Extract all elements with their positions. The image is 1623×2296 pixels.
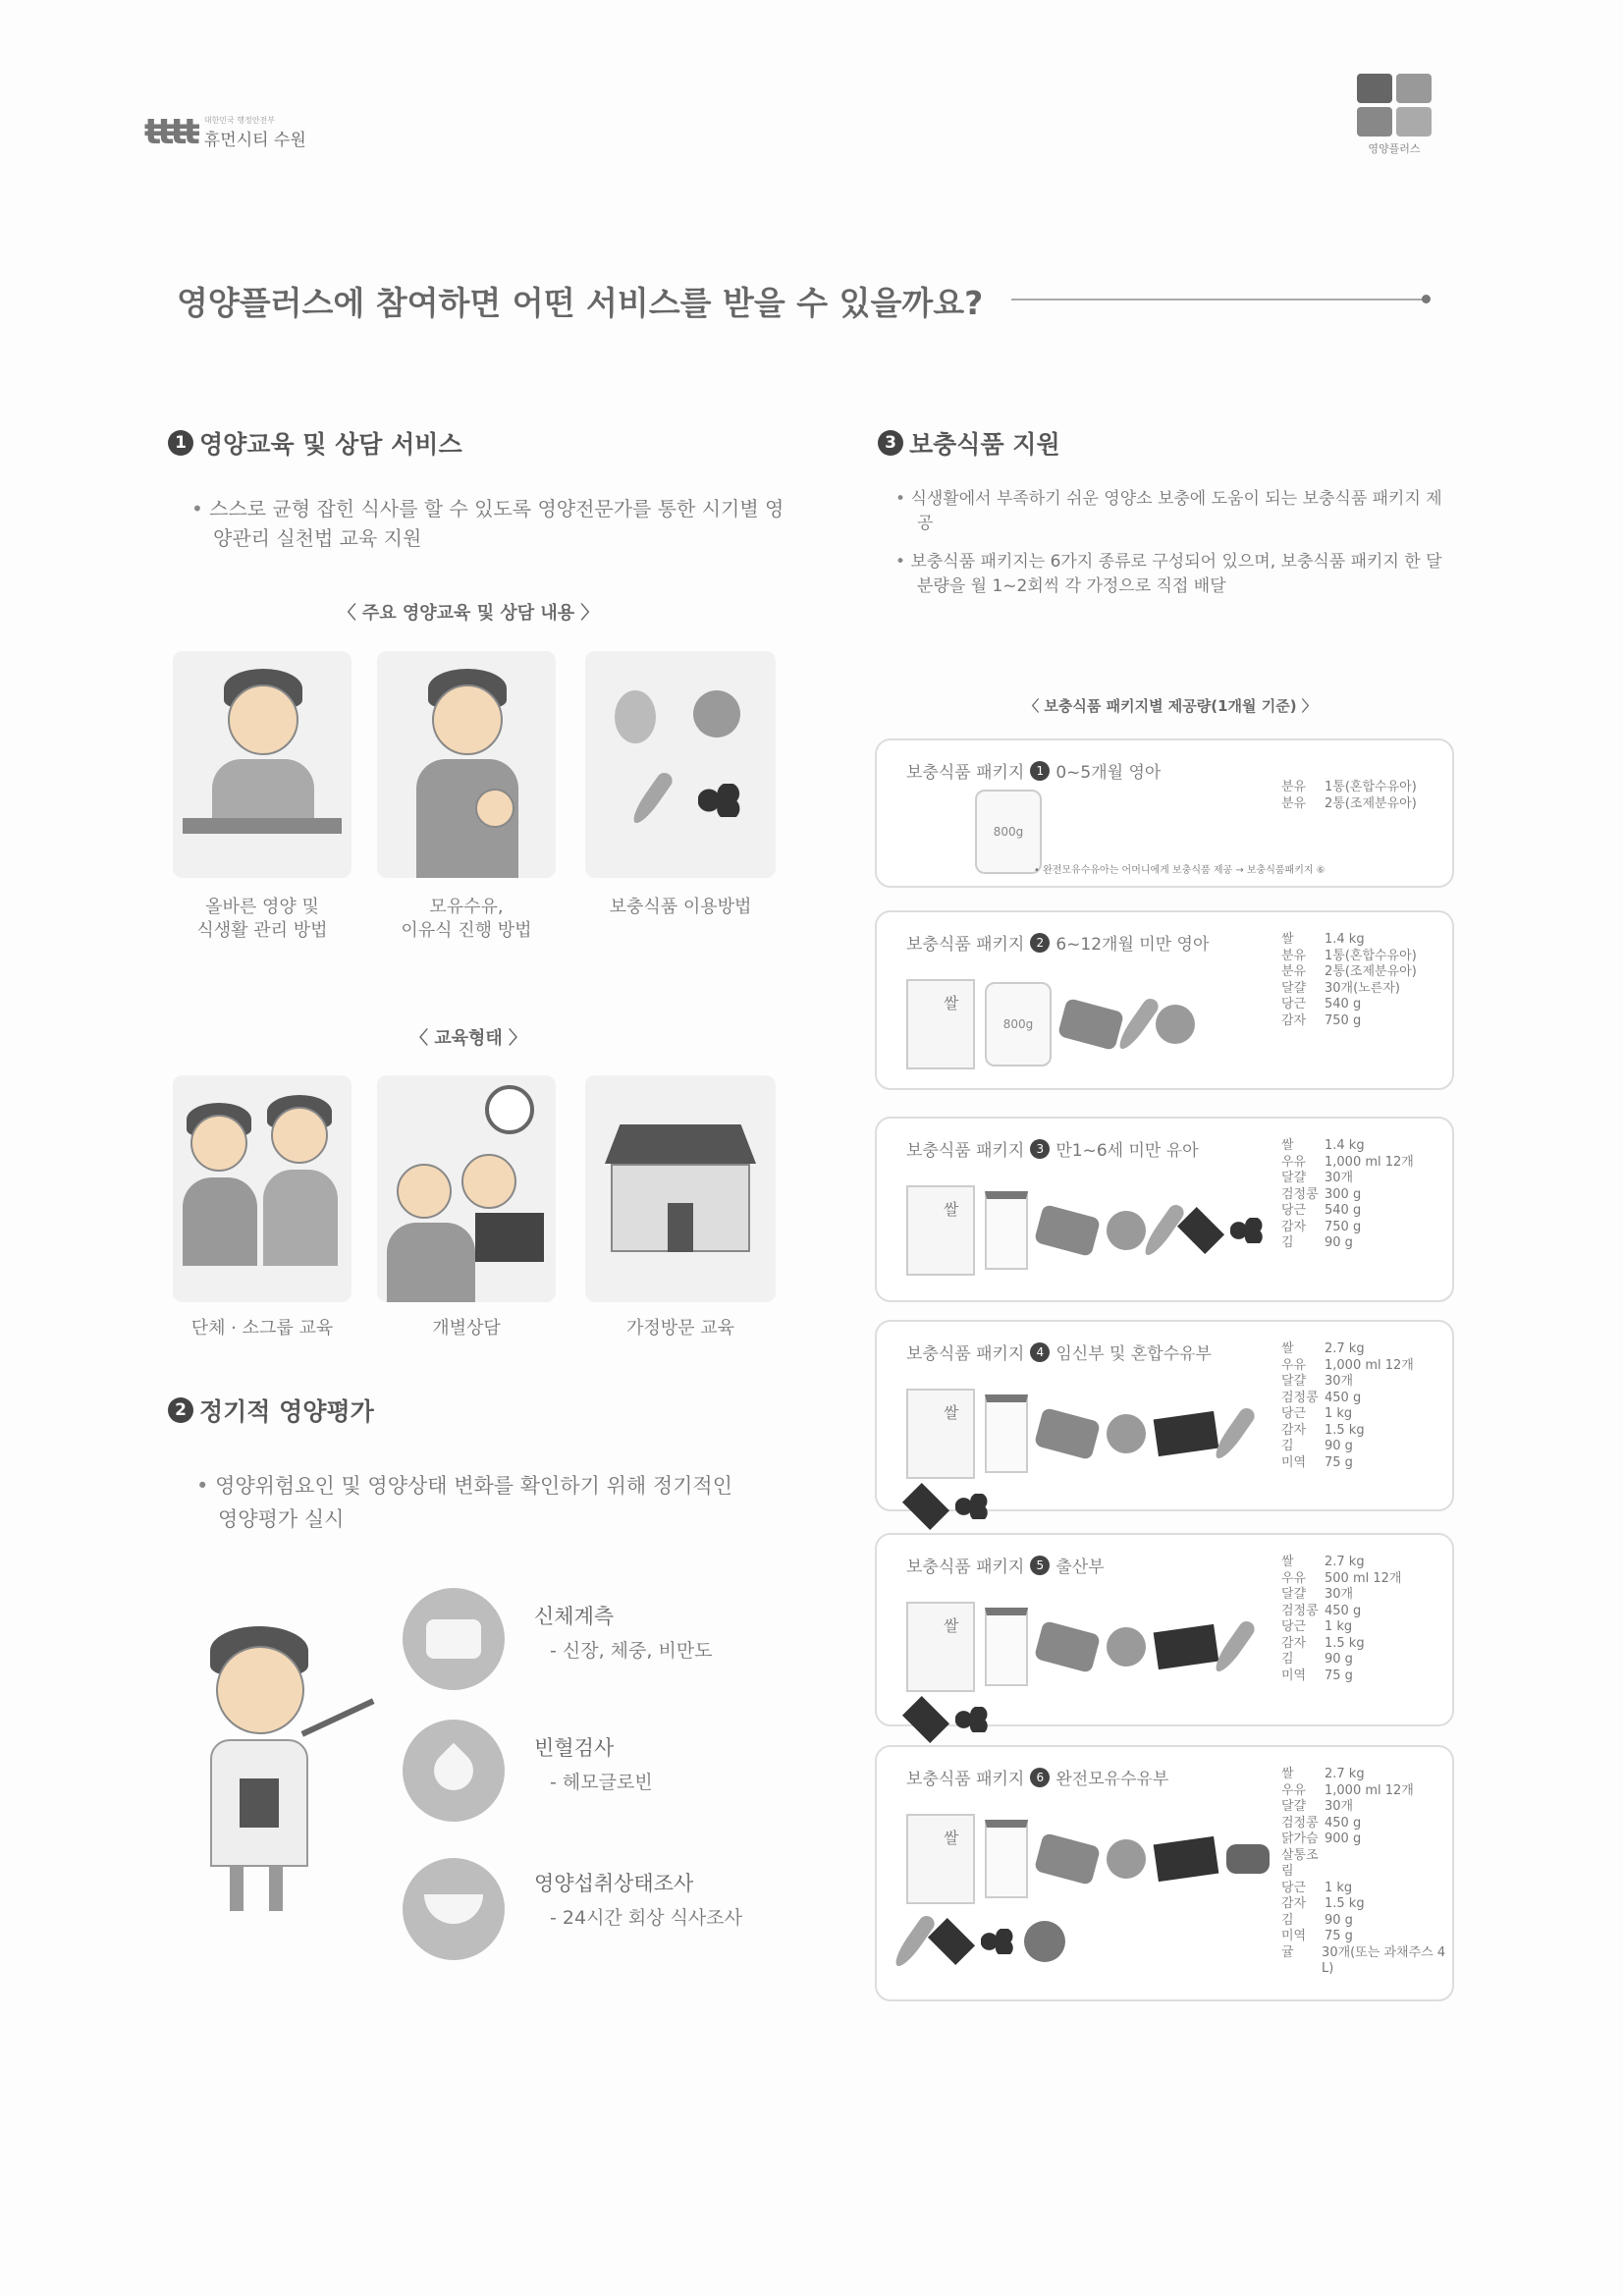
package-target: 만1~6세 미만 유아 <box>1055 1141 1199 1161</box>
package-target: 임신부 및 혼합수유부 <box>1055 1344 1212 1364</box>
packages-subheading: 〈 보충식품 패키지별 제공량(1개월 기준) 〉 <box>1024 697 1317 715</box>
seaweed-icon <box>1154 1624 1219 1669</box>
package-number-badge: 2 <box>1030 933 1050 953</box>
beans-icon <box>981 1929 1014 1954</box>
item-name: 우유 <box>1281 1782 1307 1798</box>
item-name: 김 <box>1281 1235 1294 1250</box>
title-divider-dot <box>1422 295 1431 303</box>
item-name: 달걀 <box>1281 1374 1307 1389</box>
package-item <box>1281 997 1417 1013</box>
package-item <box>1281 932 1417 949</box>
package-card-4 <box>875 1320 1454 1511</box>
package-item <box>1281 1783 1452 1800</box>
item-name: 김 <box>1281 1912 1294 1928</box>
item-amount: 1,000 ml 12개 <box>1325 1357 1414 1373</box>
logo-subtitle: 대한민국 행정안전부 <box>203 116 275 125</box>
package-number-badge: 1 <box>1030 761 1050 781</box>
item-amount: 2통(조제분유아) <box>1325 795 1417 811</box>
package-title <box>906 930 1209 955</box>
eval-detail-1: - 신장, 체중, 비만도 <box>550 1640 713 1662</box>
package-item <box>1281 1896 1452 1913</box>
package-number-badge: 6 <box>1030 1768 1050 1787</box>
item-amount: 1.5 kg <box>1325 1896 1365 1911</box>
package-target: 0~5개월 영아 <box>1055 763 1162 783</box>
package-item <box>1281 1881 1452 1897</box>
item-name: 당근 <box>1281 997 1307 1011</box>
item-amount: 500 ml 12개 <box>1325 1570 1402 1586</box>
page-title: 영양플러스에 참여하면 어떤 서비스를 받을 수 있을까요? <box>177 284 984 322</box>
package-item-list <box>1281 1767 1452 1978</box>
package-label: 보충식품 패키지 <box>906 1344 1025 1364</box>
item-name: 검정콩 <box>1281 1815 1319 1831</box>
rice-bag-label: 쌀 <box>944 1616 959 1635</box>
package-item <box>1281 1767 1452 1783</box>
rice-bag-label: 쌀 <box>944 1403 959 1422</box>
package-item <box>1281 981 1417 998</box>
group-education-illustration <box>173 1075 352 1302</box>
title-divider <box>1011 299 1424 301</box>
item-amount: 30개(또는 과채주스 4 L) <box>1322 1944 1446 1976</box>
item-amount: 1 kg <box>1325 1880 1353 1895</box>
item-name: 우유 <box>1281 1357 1307 1373</box>
item-amount: 2.7 kg <box>1325 1555 1365 1569</box>
item-name: 쌀 <box>1281 1341 1294 1356</box>
item-amount: 1.5 kg <box>1325 1635 1365 1651</box>
item-name: 감자 <box>1281 1635 1307 1651</box>
package-item <box>1281 1571 1401 1588</box>
package-item <box>1281 1652 1401 1668</box>
item-name: 귤 <box>1281 1944 1294 1960</box>
package-title <box>906 1339 1212 1364</box>
package-title <box>906 1765 1168 1789</box>
carrot-icon <box>1114 996 1162 1053</box>
item-amount: 1.4 kg <box>1325 932 1365 947</box>
item-name: 감자 <box>1281 1896 1307 1911</box>
laver-icon <box>902 1483 949 1530</box>
topic-caption-1: 올바른 영양 및 식생활 관리 방법 <box>196 897 328 941</box>
package-item <box>1281 1619 1401 1636</box>
package-item <box>1281 1220 1414 1236</box>
section3-heading <box>878 425 1060 461</box>
package-card-5 <box>875 1533 1454 1726</box>
brand-logo-icon <box>1353 74 1435 137</box>
topics-subheading: 〈 주요 영양교육 및 상담 내용 〉 <box>338 603 599 624</box>
section1-bullet: • 스스로 균형 잡힌 식사를 할 수 있도록 영양전문가를 통한 시기별 영양관리 실천법 교육 지원 <box>191 494 790 553</box>
individual-counseling-illustration <box>377 1075 556 1302</box>
item-amount: 90 g <box>1325 1912 1353 1928</box>
package-item <box>1281 1439 1414 1455</box>
package-card-6 <box>875 1745 1454 2001</box>
package-item <box>1281 1604 1401 1620</box>
section3-bullets <box>895 487 1455 599</box>
item-name: 당근 <box>1281 1203 1307 1218</box>
item-amount: 750 g <box>1325 1219 1362 1234</box>
package-item <box>1281 1358 1414 1375</box>
package-target: 출산부 <box>1055 1558 1105 1577</box>
item-name: 미역 <box>1281 1929 1307 1943</box>
potato-icon <box>1107 1211 1146 1250</box>
item-amount: 30개 <box>1325 1799 1354 1814</box>
package-item <box>1281 1171 1414 1187</box>
item-name: 김 <box>1281 1652 1294 1667</box>
eval-title-3: 영양섭취상태조사 <box>534 1872 694 1895</box>
package-card-3 <box>875 1117 1454 1302</box>
logo-name: 휴먼시티 수원 <box>203 131 306 150</box>
beans-icon <box>1230 1218 1264 1243</box>
egg-icon <box>1034 1620 1101 1673</box>
milk-icon <box>985 1820 1028 1898</box>
home-visit-illustration <box>585 1075 776 1302</box>
section1-heading <box>168 425 462 461</box>
eval-detail-3: - 24시간 회상 식사조사 <box>550 1907 742 1929</box>
package-item <box>1281 1235 1414 1252</box>
package-item-list <box>1281 1341 1414 1471</box>
item-amount: 450 g <box>1325 1603 1362 1618</box>
package-item <box>1281 1155 1414 1172</box>
package-item <box>1281 1668 1401 1685</box>
package-item <box>1281 964 1417 981</box>
package-number-badge: 4 <box>1030 1342 1050 1362</box>
package-item <box>1281 1555 1401 1571</box>
item-amount: 30개(노른자) <box>1325 980 1400 996</box>
section3-bullet-2: • 보충식품 패키지는 6가지 종류로 구성되어 있으며, 보충식품 패키지 한 달 분량을 월 1~2회씩 각 가정으로 직접 배달 <box>895 550 1455 599</box>
carrot-icon <box>1211 1618 1258 1675</box>
form-caption-3: 가정방문 교육 <box>625 1318 735 1339</box>
package-item <box>1281 1391 1414 1407</box>
section3-bullet-1: • 식생활에서 부족하기 쉬운 영양소 보충에 도움이 되는 보충식품 패키지 제공 <box>895 487 1455 536</box>
package-title <box>906 1136 1199 1161</box>
rice-icon <box>906 1602 975 1692</box>
formula-can-label: 800g <box>1002 1017 1034 1031</box>
package-item <box>1281 1816 1452 1832</box>
item-name: 김 <box>1281 1439 1294 1453</box>
package-item <box>1281 1929 1452 1945</box>
item-name: 쌀 <box>1281 1138 1294 1153</box>
mortar-icon <box>403 1858 505 1960</box>
package-number-badge: 5 <box>1030 1556 1050 1575</box>
package-item <box>1281 1341 1414 1358</box>
item-name: 쌀 <box>1281 932 1294 947</box>
item-name: 당근 <box>1281 1406 1307 1421</box>
potato-icon <box>1107 1627 1146 1667</box>
seaweed-icon <box>1154 1411 1219 1456</box>
form-caption-1: 단체 · 소그룹 교육 <box>190 1318 334 1339</box>
package-note: • 완전모유수유아는 어머니에게 보충식품 제공 → 보충식품패키지 ⑥ <box>1034 865 1325 876</box>
rice-bag-label: 쌀 <box>944 1829 959 1847</box>
carrot-icon <box>1211 1405 1258 1462</box>
item-name: 닭가슴살통조림 <box>1281 1831 1319 1879</box>
egg-icon <box>1034 1204 1101 1257</box>
rice-icon <box>906 1185 975 1276</box>
beans-icon <box>955 1494 989 1519</box>
item-amount: 90 g <box>1325 1439 1353 1453</box>
milk-icon <box>985 1608 1028 1686</box>
item-amount: 1통(혼합수유아) <box>1325 948 1417 963</box>
rice-bag-label: 쌀 <box>944 1200 959 1219</box>
item-name: 당근 <box>1281 1619 1307 1634</box>
package-item <box>1281 1587 1401 1604</box>
item-amount: 75 g <box>1325 1667 1353 1683</box>
section-title: 보충식품 지원 <box>909 430 1060 459</box>
package-card-1 <box>875 738 1454 888</box>
package-item-list <box>1281 780 1417 812</box>
package-item <box>1281 949 1417 965</box>
item-amount: 1.5 kg <box>1325 1422 1365 1438</box>
item-name: 쌀 <box>1281 1555 1294 1569</box>
supplement-food-illustration <box>585 651 776 878</box>
package-item <box>1281 1799 1452 1816</box>
item-amount: 540 g <box>1325 997 1362 1011</box>
package-item <box>1281 1374 1414 1391</box>
item-amount: 1통(혼합수유아) <box>1325 780 1417 794</box>
form-caption-2: 개별상담 <box>432 1318 501 1339</box>
brand-logo <box>1353 74 1435 156</box>
eval-title-2: 빈혈검사 <box>534 1736 615 1760</box>
city-logo <box>144 112 306 152</box>
item-amount: 75 g <box>1325 1929 1353 1943</box>
package-food-icons <box>906 979 1270 1069</box>
scale-icon <box>403 1588 505 1690</box>
can-icon <box>985 982 1052 1066</box>
item-name: 달걀 <box>1281 1171 1307 1185</box>
package-item <box>1281 1945 1452 1978</box>
rice-icon <box>906 979 975 1069</box>
item-name: 달걀 <box>1281 980 1307 996</box>
eval-detail-2: - 헤모글로빈 <box>550 1772 653 1793</box>
section-number-badge: 3 <box>878 430 903 456</box>
topic-caption-3: 보충식품 이용방법 <box>609 897 752 917</box>
package-target: 완전모유수유부 <box>1055 1770 1169 1789</box>
rice-bag-label: 쌀 <box>944 994 959 1012</box>
egg-icon <box>1034 1832 1101 1886</box>
item-name: 감자 <box>1281 1012 1307 1028</box>
package-food-icons <box>906 1389 1270 1526</box>
package-item-list <box>1281 1555 1401 1684</box>
package-item <box>1281 780 1417 796</box>
section-number-badge: 2 <box>168 1397 193 1423</box>
rice-icon <box>906 1389 975 1479</box>
laver-icon <box>1177 1207 1224 1254</box>
laver-icon <box>902 1696 949 1743</box>
package-item <box>1281 1636 1401 1653</box>
item-amount: 450 g <box>1325 1815 1362 1831</box>
item-amount: 30개 <box>1325 1171 1354 1185</box>
rice-icon <box>906 1814 975 1904</box>
item-name: 감자 <box>1281 1422 1307 1438</box>
item-amount: 30개 <box>1325 1587 1354 1602</box>
package-item <box>1281 1138 1414 1155</box>
item-name: 검정콩 <box>1281 1186 1319 1202</box>
package-item <box>1281 1455 1414 1472</box>
laver-icon <box>928 1918 975 1965</box>
package-card-2 <box>875 910 1454 1090</box>
egg-icon <box>1057 998 1124 1051</box>
package-title <box>906 758 1161 783</box>
forms-subheading: 〈 교육형태 〉 <box>409 1028 527 1049</box>
clock-icon <box>485 1085 534 1134</box>
section-number-badge: 1 <box>168 430 193 456</box>
potato-icon <box>1107 1839 1146 1879</box>
item-amount: 90 g <box>1325 1235 1353 1250</box>
package-item <box>1281 1913 1452 1930</box>
package-label: 보충식품 패키지 <box>906 763 1025 783</box>
item-amount: 1 kg <box>1325 1406 1353 1421</box>
package-item <box>1281 796 1417 813</box>
item-name: 분유 <box>1281 964 1307 979</box>
item-amount: 750 g <box>1325 1012 1362 1028</box>
formula-can-label: 800g <box>993 825 1024 839</box>
item-name: 우유 <box>1281 1570 1307 1586</box>
section-title: 영양교육 및 상담 서비스 <box>199 430 462 459</box>
seaweed-icon <box>1154 1836 1219 1882</box>
item-amount: 1 kg <box>1325 1619 1353 1634</box>
package-item <box>1281 1831 1452 1881</box>
package-label: 보충식품 패키지 <box>906 1141 1025 1161</box>
beans-icon <box>955 1707 989 1732</box>
package-item <box>1281 1423 1414 1440</box>
tangerine-icon <box>1024 1921 1065 1962</box>
chicken-icon <box>1226 1844 1270 1874</box>
milk-icon <box>985 1394 1028 1473</box>
package-title <box>906 1553 1105 1577</box>
item-amount: 450 g <box>1325 1390 1362 1405</box>
item-name: 분유 <box>1281 948 1307 963</box>
package-food-icons <box>906 1185 1270 1276</box>
people-logo-icon: ŧŧŧŧ <box>144 112 196 152</box>
item-amount: 1.4 kg <box>1325 1138 1365 1153</box>
item-amount: 90 g <box>1325 1652 1353 1667</box>
package-number-badge: 3 <box>1030 1139 1050 1159</box>
package-item-list <box>1281 1138 1414 1252</box>
package-item <box>1281 1187 1414 1204</box>
topic-caption-2: 모유수유, 이유식 진행 방법 <box>401 897 532 941</box>
package-target: 6~12개월 미만 영아 <box>1055 935 1210 955</box>
item-amount: 900 g <box>1325 1831 1362 1846</box>
item-amount: 30개 <box>1325 1374 1354 1389</box>
potato-icon <box>1107 1414 1146 1453</box>
package-item-list <box>1281 932 1417 1029</box>
item-amount: 300 g <box>1325 1186 1362 1202</box>
package-item <box>1281 1203 1414 1220</box>
item-name: 달걀 <box>1281 1799 1307 1814</box>
carrot-icon <box>1140 1202 1187 1259</box>
item-amount: 1,000 ml 12개 <box>1325 1782 1414 1798</box>
package-item <box>1281 1406 1414 1423</box>
item-name: 미역 <box>1281 1454 1307 1470</box>
item-name: 분유 <box>1281 780 1307 794</box>
breastfeeding-illustration <box>377 651 556 878</box>
package-label: 보충식품 패키지 <box>906 1770 1025 1789</box>
item-amount: 1,000 ml 12개 <box>1325 1154 1414 1170</box>
package-label: 보충식품 패키지 <box>906 935 1025 955</box>
item-amount: 2.7 kg <box>1325 1767 1365 1781</box>
item-name: 검정콩 <box>1281 1603 1319 1618</box>
item-amount: 2.7 kg <box>1325 1341 1365 1356</box>
item-amount: 540 g <box>1325 1203 1362 1218</box>
eval-title-1: 신체계측 <box>534 1605 615 1628</box>
package-item <box>1281 1013 1417 1030</box>
item-name: 달걀 <box>1281 1587 1307 1602</box>
carrot-icon <box>891 1913 938 1970</box>
item-name: 감자 <box>1281 1219 1307 1234</box>
item-name: 쌀 <box>1281 1767 1294 1781</box>
egg-icon <box>1034 1407 1101 1460</box>
package-food-icons <box>906 1814 1270 1971</box>
item-name: 분유 <box>1281 795 1307 811</box>
item-name: 당근 <box>1281 1880 1307 1895</box>
blood-drop-icon <box>403 1720 505 1822</box>
brand-name: 영양플러스 <box>1368 142 1421 155</box>
package-label: 보충식품 패키지 <box>906 1558 1025 1577</box>
nutritionist-illustration <box>190 1616 380 1917</box>
package-food-icons <box>906 1602 1270 1739</box>
section-title: 정기적 영양평가 <box>199 1397 374 1426</box>
item-name: 미역 <box>1281 1667 1307 1683</box>
item-name: 검정콩 <box>1281 1390 1319 1405</box>
section2-bullet: • 영양위험요인 및 영양상태 변화를 확인하기 위해 정기적인 영양평가 실시 <box>196 1469 746 1536</box>
can-icon <box>975 790 1042 874</box>
potato-icon <box>1156 1005 1195 1044</box>
nutrition-management-illustration <box>173 651 352 878</box>
item-amount: 2통(조제분유아) <box>1325 964 1417 979</box>
item-amount: 75 g <box>1325 1454 1353 1470</box>
milk-icon <box>985 1191 1028 1270</box>
section2-heading <box>168 1393 374 1428</box>
item-name: 우유 <box>1281 1154 1307 1170</box>
